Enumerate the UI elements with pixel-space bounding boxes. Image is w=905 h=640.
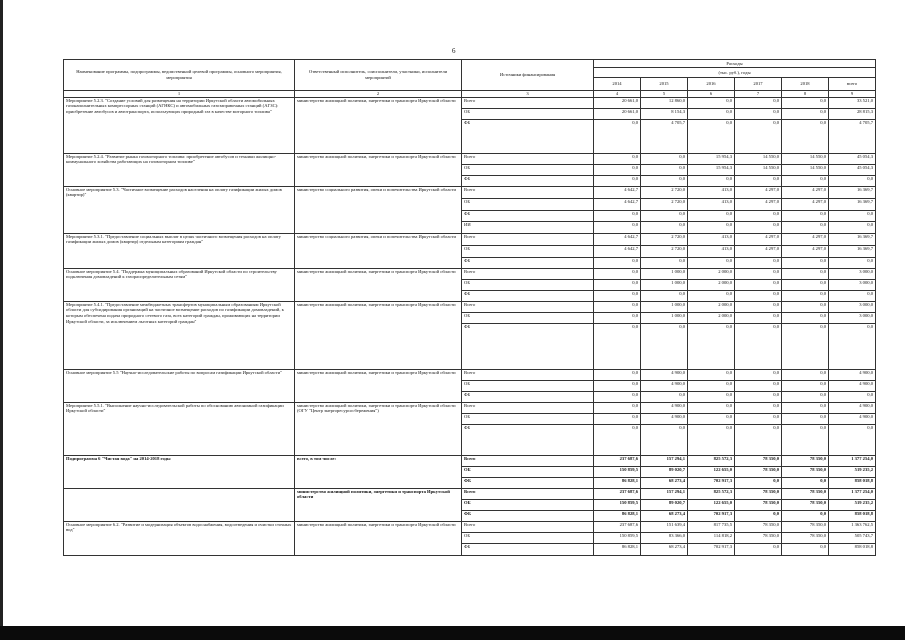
amount-year: 78 350,0	[735, 488, 782, 499]
amount-year: 68 273,4	[641, 543, 688, 555]
funding-source: ФБ	[462, 477, 594, 488]
column-number: 1	[64, 91, 295, 98]
amount-year: 68 273,4	[641, 510, 688, 521]
column-number: 5	[641, 91, 688, 98]
amount-year: 0,0	[688, 323, 735, 369]
table-row	[64, 268, 876, 279]
amount-year: 15 954,3	[688, 164, 735, 175]
amount-year: 78 350,0	[782, 466, 829, 477]
measure-executor: министерство жилищной политики, энергетики и транспорта Иркутской области	[295, 521, 462, 555]
amount-total: 0,0	[829, 424, 876, 455]
amount-year: 0,0	[688, 402, 735, 413]
measure-name	[64, 488, 295, 521]
amount-year: 0,0	[735, 424, 782, 455]
amount-year: 0,0	[735, 543, 782, 555]
funding-source: ФБ	[462, 424, 594, 455]
amount-year: 78 350,0	[782, 521, 829, 532]
measure-executor: министерство жилищной политики, энергетики и транспорта Иркутской области	[295, 301, 462, 369]
header-year: 2016	[688, 78, 735, 91]
amount-year: 4 642,7	[594, 245, 641, 257]
amount-total: 3 000,0	[829, 268, 876, 279]
amount-year: 14 550,0	[782, 164, 829, 175]
amount-year: 0,0	[782, 391, 829, 402]
table-row	[64, 402, 876, 413]
amount-total: 519 235,2	[829, 499, 876, 510]
column-number: 7	[735, 91, 782, 98]
funding-source: ОБ	[462, 466, 594, 477]
amount-year: 150 859,5	[594, 466, 641, 477]
amount-year: 0,0	[641, 323, 688, 369]
measure-name: Подпрограмма 6 "Чистая вода" на 2014-2018 годы	[64, 455, 295, 488]
column-number: 9	[829, 91, 876, 98]
amount-year: 4 900,0	[641, 380, 688, 391]
header-expenses: Расходы	[594, 60, 876, 68]
amount-total: 0,0	[829, 323, 876, 369]
amount-year: 0,0	[782, 424, 829, 455]
amount-year: 15 954,3	[688, 153, 735, 164]
funding-source: Всего	[462, 153, 594, 164]
amount-year: 0,0	[594, 279, 641, 290]
funding-source: Всего	[462, 402, 594, 413]
header-name: Наименование программы, подпрограммы, ведомственной целевой программы, основного мероприятия, мероприятия	[64, 60, 295, 91]
amount-year: 0,0	[782, 108, 829, 119]
amount-year: 4 297,0	[735, 198, 782, 210]
column-number: 4	[594, 91, 641, 98]
amount-year: 413,0	[688, 233, 735, 245]
amount-year: 0,0	[688, 119, 735, 153]
amount-total: 0,0	[829, 391, 876, 402]
amount-year: 0,0	[688, 290, 735, 301]
amount-year: 2 720,0	[641, 198, 688, 210]
amount-year: 825 572,3	[688, 488, 735, 499]
amount-total: 16 369,7	[829, 245, 876, 257]
amount-year: 0,0	[782, 268, 829, 279]
funding-source: Всего	[462, 521, 594, 532]
amount-total: 505 743,7	[829, 532, 876, 543]
amount-total: 3 000,0	[829, 301, 876, 312]
funding-source: ОБ	[462, 108, 594, 119]
amount-year: 4 642,7	[594, 233, 641, 245]
amount-year: 0,0	[782, 369, 829, 380]
amount-year: 0,0	[735, 402, 782, 413]
table-header	[64, 60, 876, 98]
header-year-total: всего	[829, 78, 876, 91]
amount-year: 413,0	[688, 186, 735, 198]
measure-name: Основное мероприятие 5.3. "Частичное возмещение расходов населения на оплату газификации жилых домов (квартир)"	[64, 186, 295, 233]
amount-year: 0,0	[735, 312, 782, 323]
header-units: (тыс. руб.), годы	[594, 68, 876, 78]
amount-year: 68 273,4	[641, 477, 688, 488]
amount-year: 0,0	[594, 175, 641, 186]
measure-executor: министерство жилищной политики, энергетики и транспорта Иркутской области	[295, 369, 462, 402]
amount-year: 0,0	[594, 424, 641, 455]
header-year: 2014	[594, 78, 641, 91]
amount-year: 0,0	[688, 391, 735, 402]
amount-year: 4 705,7	[641, 119, 688, 153]
funding-source: ОБ	[462, 312, 594, 323]
amount-year: 4 642,7	[594, 198, 641, 210]
amount-year: 2 000,0	[688, 312, 735, 323]
amount-total: 858 018,8	[829, 543, 876, 555]
funding-source: ОБ	[462, 164, 594, 175]
budget-table	[63, 59, 876, 556]
scan-bottom-edge	[0, 626, 905, 640]
header-source: Источники финансирования	[462, 60, 594, 91]
amount-year: 0,0	[688, 210, 735, 221]
amount-year: 413,0	[688, 198, 735, 210]
measure-executor: министерство социального развития, опеки и попечительства Иркутской области	[295, 186, 462, 233]
amount-year: 0,0	[594, 164, 641, 175]
amount-year: 0,0	[688, 97, 735, 108]
amount-year: 4 297,0	[735, 186, 782, 198]
amount-year: 4 297,0	[782, 198, 829, 210]
funding-source: ОБ	[462, 245, 594, 257]
amount-year: 0,0	[735, 257, 782, 268]
amount-total: 28 815,3	[829, 108, 876, 119]
funding-source: ОБ	[462, 279, 594, 290]
amount-total: 0,0	[829, 290, 876, 301]
measure-name: Мероприятие 5.4.1. "Предоставление межбюджетных трансфертов муниципальным образованиям Иркутской области для субсидирования организаций на частичное возмещение расходов по газификации домовладений, к которым обеспечена подача природного сетевого газа, всех категорий граждан, проживающих на территории Иркутской области, за исключением льготных категорий граждан"	[64, 301, 295, 369]
amount-year: 4 642,7	[594, 186, 641, 198]
amount-year: 0,0	[688, 424, 735, 455]
amount-year: 0,0	[641, 221, 688, 233]
amount-year: 0,0	[594, 369, 641, 380]
amount-year: 0,0	[594, 257, 641, 268]
funding-source: ФБ	[462, 543, 594, 555]
amount-year: 0,0	[688, 369, 735, 380]
amount-year: 78 350,0	[735, 532, 782, 543]
amount-year: 4 297,0	[782, 233, 829, 245]
measure-executor: министерство жилищной политики, энергетики и транспорта Иркутской области	[295, 97, 462, 153]
funding-source: ФБ	[462, 210, 594, 221]
amount-year: 0,0	[735, 268, 782, 279]
amount-year: 157 294,1	[641, 488, 688, 499]
amount-year: 237 687,6	[594, 488, 641, 499]
funding-source: ФБ	[462, 323, 594, 369]
amount-year: 2 000,0	[688, 301, 735, 312]
funding-source: Всего	[462, 455, 594, 466]
amount-year: 0,0	[735, 369, 782, 380]
funding-source: ОБ	[462, 499, 594, 510]
table-row	[64, 301, 876, 312]
amount-total: 858 018,8	[829, 510, 876, 521]
funding-source: ФБ	[462, 391, 594, 402]
table-row	[64, 153, 876, 164]
amount-year: 0,0	[735, 380, 782, 391]
amount-year: 0,0	[782, 413, 829, 424]
amount-year: 1 000,0	[641, 312, 688, 323]
funding-source: Всего	[462, 268, 594, 279]
amount-year: 0,0	[688, 257, 735, 268]
funding-source: ОБ	[462, 380, 594, 391]
amount-year: 0,0	[782, 97, 829, 108]
amount-year: 0,0	[782, 119, 829, 153]
amount-total: 16 369,7	[829, 198, 876, 210]
funding-source: ОБ	[462, 532, 594, 543]
funding-source: ФБ	[462, 119, 594, 153]
amount-year: 122 655,0	[688, 466, 735, 477]
measure-name: Основное мероприятие 5.4. "Поддержка муниципальных образований Иркутской области по строительству подключения домовладений к газораспределительным сетям"	[64, 268, 295, 301]
amount-year: 0,0	[641, 164, 688, 175]
amount-year: 0,0	[782, 380, 829, 391]
amount-year: 1 000,0	[641, 268, 688, 279]
amount-year: 0,0	[735, 510, 782, 521]
amount-year: 0,0	[735, 108, 782, 119]
funding-source: Всего	[462, 186, 594, 198]
amount-year: 0,0	[735, 477, 782, 488]
amount-year: 0,0	[641, 424, 688, 455]
amount-year: 78 350,0	[735, 466, 782, 477]
amount-year: 4 297,0	[782, 245, 829, 257]
amount-year: 78 350,0	[782, 488, 829, 499]
amount-total: 1 377 254,0	[829, 455, 876, 466]
table-row	[64, 521, 876, 532]
table-row	[64, 369, 876, 380]
funding-source: Всего	[462, 233, 594, 245]
amount-year: 0,0	[782, 210, 829, 221]
amount-year: 0,0	[641, 257, 688, 268]
header-year: 2017	[735, 78, 782, 91]
amount-year: 0,0	[594, 402, 641, 413]
amount-year: 4 900,0	[641, 402, 688, 413]
funding-source: ФБ	[462, 257, 594, 268]
amount-year: 0,0	[594, 301, 641, 312]
column-number: 2	[295, 91, 462, 98]
header-year: 2018	[782, 78, 829, 91]
amount-year: 0,0	[641, 175, 688, 186]
page-number: 6	[452, 47, 456, 55]
amount-total: 16 369,7	[829, 186, 876, 198]
amount-year: 0,0	[688, 380, 735, 391]
amount-year: 702 917,3	[688, 543, 735, 555]
amount-total: 1 377 254,0	[829, 488, 876, 499]
column-number: 8	[782, 91, 829, 98]
measure-name: Мероприятие 5.2.3. "Создание условий для размещения на территории Иркутской области автомобильных газонаполнительных компрессорных станций (АГНКС) и автомобильных газозаправочных станций (АГЗС): приобретение автобусов и автотранспорта, использующих природный газ в качестве моторного топлива"	[64, 97, 295, 153]
funding-source: Всего	[462, 488, 594, 499]
amount-total: 1 363 762,5	[829, 521, 876, 532]
amount-year: 150 859,5	[594, 532, 641, 543]
amount-total: 4 900,0	[829, 380, 876, 391]
amount-year: 0,0	[735, 119, 782, 153]
amount-year: 0,0	[641, 290, 688, 301]
amount-total: 519 235,2	[829, 466, 876, 477]
amount-year: 86 828,1	[594, 543, 641, 555]
funding-source: ФБ	[462, 510, 594, 521]
amount-total: 45 054,3	[829, 164, 876, 175]
amount-year: 0,0	[594, 153, 641, 164]
amount-year: 0,0	[594, 210, 641, 221]
amount-year: 0,0	[594, 380, 641, 391]
amount-year: 0,0	[688, 413, 735, 424]
funding-source: ОБ	[462, 198, 594, 210]
funding-source: Всего	[462, 301, 594, 312]
funding-source: ФБ	[462, 175, 594, 186]
amount-year: 78 350,0	[735, 455, 782, 466]
table-body	[64, 97, 876, 555]
measure-name: Мероприятие 5.2.4. "Развитие рынка газомоторного топлива: приобретение автобусов и техники жилищно-коммунального хозяйства работающих на газомоторном топливе"	[64, 153, 295, 186]
amount-year: 89 020,7	[641, 466, 688, 477]
amount-year: 89 020,7	[641, 499, 688, 510]
amount-year: 0,0	[782, 510, 829, 521]
amount-year: 0,0	[782, 323, 829, 369]
amount-total: 0,0	[829, 221, 876, 233]
amount-year: 0,0	[688, 108, 735, 119]
amount-year: 817 735,5	[688, 521, 735, 532]
amount-total: 858 018,8	[829, 477, 876, 488]
amount-total: 0,0	[829, 175, 876, 186]
measure-name: Основное мероприятие 6.2. "Развитие и модернизация объектов водоснабжения, водоотведения и очистки сточных вод"	[64, 521, 295, 555]
amount-year: 2 720,0	[641, 245, 688, 257]
amount-year: 0,0	[641, 210, 688, 221]
amount-year: 0,0	[594, 268, 641, 279]
amount-year: 2 720,0	[641, 186, 688, 198]
amount-year: 20 661,0	[594, 97, 641, 108]
amount-year: 0,0	[782, 257, 829, 268]
amount-total: 3 000,0	[829, 279, 876, 290]
amount-year: 20 661,0	[594, 108, 641, 119]
table-row	[64, 186, 876, 198]
amount-year: 0,0	[594, 391, 641, 402]
amount-year: 1 000,0	[641, 279, 688, 290]
amount-year: 0,0	[782, 312, 829, 323]
measure-executor: министерство жилищной политики, энергетики и транспорта Иркутской области	[295, 488, 462, 521]
amount-total: 3 000,0	[829, 312, 876, 323]
table-row	[64, 233, 876, 245]
amount-year: 413,0	[688, 245, 735, 257]
amount-year: 0,0	[735, 413, 782, 424]
amount-year: 2 000,0	[688, 268, 735, 279]
amount-year: 78 350,0	[782, 532, 829, 543]
amount-year: 0,0	[782, 221, 829, 233]
amount-year: 702 917,3	[688, 510, 735, 521]
measure-executor: министерство жилищной политики, энергетики и транспорта Иркутской области	[295, 153, 462, 186]
amount-year: 237 687,6	[594, 455, 641, 466]
amount-year: 86 828,1	[594, 477, 641, 488]
amount-year: 0,0	[782, 301, 829, 312]
amount-year: 1 000,0	[641, 301, 688, 312]
measure-name: Мероприятие 5.5.1. "Выполнение научно-исследовательской работы по обоснованию автономной газификации Иркутской области"	[64, 402, 295, 455]
amount-total: 4 900,0	[829, 369, 876, 380]
amount-year: 157 294,1	[641, 455, 688, 466]
measure-executor: министерство жилищной политики, энергетики и транспорта Иркутской области	[295, 268, 462, 301]
amount-year: 0,0	[782, 477, 829, 488]
amount-year: 825 572,3	[688, 455, 735, 466]
amount-year: 0,0	[735, 323, 782, 369]
amount-year: 0,0	[782, 290, 829, 301]
column-number: 6	[688, 91, 735, 98]
amount-total: 4 705,7	[829, 119, 876, 153]
amount-year: 0,0	[594, 312, 641, 323]
amount-year: 4 900,0	[641, 369, 688, 380]
amount-year: 2 000,0	[688, 279, 735, 290]
column-number: 3	[462, 91, 594, 98]
amount-year: 0,0	[594, 413, 641, 424]
amount-year: 0,0	[641, 391, 688, 402]
amount-year: 0,0	[688, 175, 735, 186]
measure-executor: министерство социального развития, опеки и попечительства Иркутской области	[295, 233, 462, 268]
amount-year: 0,0	[782, 279, 829, 290]
amount-year: 78 350,0	[735, 521, 782, 532]
amount-year: 122 655,0	[688, 499, 735, 510]
amount-year: 0,0	[735, 391, 782, 402]
amount-year: 4 297,0	[735, 245, 782, 257]
amount-year: 150 859,5	[594, 499, 641, 510]
header-year: 2015	[641, 78, 688, 91]
funding-source: ФБ	[462, 290, 594, 301]
amount-year: 2 720,0	[641, 233, 688, 245]
amount-year: 0,0	[594, 221, 641, 233]
amount-year: 114 818,2	[688, 532, 735, 543]
amount-year: 0,0	[735, 301, 782, 312]
amount-year: 4 297,0	[782, 186, 829, 198]
scan-left-edge	[0, 0, 3, 640]
amount-year: 0,0	[594, 119, 641, 153]
amount-year: 4 900,0	[641, 413, 688, 424]
amount-total: 4 900,0	[829, 402, 876, 413]
amount-year: 0,0	[641, 153, 688, 164]
measure-executor: министерство жилищной политики, энергетики и транспорта Иркутской области (ОГУ "Центр энергоресурсосбережения")	[295, 402, 462, 455]
amount-year: 0,0	[782, 543, 829, 555]
amount-year: 78 350,0	[735, 499, 782, 510]
amount-year: 12 860,0	[641, 97, 688, 108]
amount-year: 86 828,1	[594, 510, 641, 521]
table-row	[64, 455, 876, 466]
amount-year: 0,0	[688, 221, 735, 233]
measure-name: Основное мероприятие 5.5 "Научно-исследовательские работы по вопросам газификации Иркутской области"	[64, 369, 295, 402]
amount-year: 8 154,3	[641, 108, 688, 119]
amount-year: 237 687,6	[594, 521, 641, 532]
amount-total: 33 521,0	[829, 97, 876, 108]
amount-year: 78 350,0	[782, 455, 829, 466]
amount-year: 0,0	[735, 279, 782, 290]
table-row	[64, 97, 876, 108]
header-executor: Ответственный исполнитель, соисполнители, участники, исполнители мероприятий	[295, 60, 462, 91]
amount-total: 0,0	[829, 257, 876, 268]
funding-source: ОБ	[462, 413, 594, 424]
amount-year: 0,0	[735, 175, 782, 186]
amount-total: 16 369,7	[829, 233, 876, 245]
amount-year: 0,0	[782, 402, 829, 413]
amount-year: 0,0	[594, 323, 641, 369]
amount-year: 4 297,0	[735, 233, 782, 245]
funding-source: Всего	[462, 97, 594, 108]
amount-year: 0,0	[782, 175, 829, 186]
amount-year: 14 550,0	[782, 153, 829, 164]
amount-total: 4 900,0	[829, 413, 876, 424]
measure-name: Мероприятие 5.3.1. "Предоставление социальных выплат в целях частичного возмещения расходов на оплату газификации жилых домов (квартир) отдельным категориям граждан"	[64, 233, 295, 268]
amount-year: 14 550,0	[735, 164, 782, 175]
amount-year: 0,0	[735, 290, 782, 301]
amount-year: 702 917,3	[688, 477, 735, 488]
amount-year: 78 350,0	[782, 499, 829, 510]
table-row	[64, 488, 876, 499]
amount-year: 0,0	[594, 290, 641, 301]
amount-year: 151 639,4	[641, 521, 688, 532]
amount-year: 0,0	[735, 221, 782, 233]
funding-source: ИИ	[462, 221, 594, 233]
funding-source: Всего	[462, 369, 594, 380]
amount-total: 0,0	[829, 210, 876, 221]
amount-year: 0,0	[735, 210, 782, 221]
amount-total: 45 054,3	[829, 153, 876, 164]
measure-executor: всего, в том числе:	[295, 455, 462, 488]
amount-year: 14 550,0	[735, 153, 782, 164]
amount-year: 0,0	[735, 97, 782, 108]
amount-year: 83 366,0	[641, 532, 688, 543]
